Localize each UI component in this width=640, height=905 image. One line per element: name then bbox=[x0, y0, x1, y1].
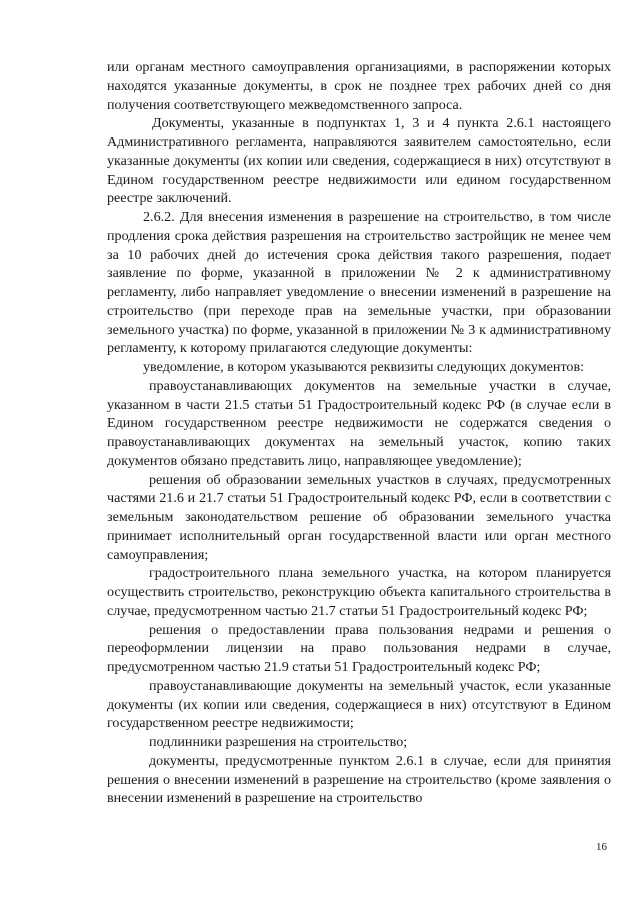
document-body bbox=[107, 58, 611, 808]
paragraph: правоустанавливающие документы на земельный участок, если указанные документы (их копии или сведения, содержащиеся в них) отсутствуют в Едином государственном реестре недвижимости; bbox=[107, 677, 611, 732]
page-number: 16 bbox=[596, 841, 607, 853]
paragraph: документы, предусмотренные пунктом 2.6.1 в случае, если для принятия решения о внесении изменений в разрешение на строительство (кроме заявления о внесении изменений в разрешение на строительство bbox=[107, 752, 611, 807]
paragraph: Документы, указанные в подпунктах 1, 3 и 4 пункта 2.6.1 настоящего Административного регламента, направляются заявителем самостоятельно, если указанные документы (их копии или сведения, содержащиеся в них) отсутствуют в Едином государственном реестре недвижимости или едином государственном реестре заключений. bbox=[107, 115, 611, 207]
paragraph: решения о предоставлении права пользования недрами и решения о переоформлении лицензии на право пользования недрами в случае, предусмотренном частью 21.9 статьи 51 Градостроительный кодекс РФ; bbox=[107, 621, 611, 675]
paragraph: правоустанавливающих документов на земельные участки в случае, указанном в части 21.5 статьи 51 Градостроительный кодекс РФ (в случае если в Едином государственном реестре недвижимости не содержатся сведения о правоустанавливающих документах на земельный участок, копию таких документов обязано представить лицо, направляющее уведомление); bbox=[107, 377, 611, 469]
paragraph: решения об образовании земельных участков в случаях, предусмотренных частями 21.6 и 21.7 статьи 51 Градостроительный кодекс РФ, если в соответствии с земельным законодательством решение об образовании земельного участка принимает исполнительный орган государственной власти или орган местного самоуправления; bbox=[107, 471, 611, 563]
paragraph: уведомление, в котором указываются реквизиты следующих документов: bbox=[143, 359, 585, 375]
paragraph: или органам местного самоуправления организациями, в распоряжении которых находятся указанные документы, в срок не позднее трех рабочих дней со дня получения соответствующего межведомственного запроса. bbox=[107, 59, 611, 113]
paragraph: подлинники разрешения на строительство; bbox=[149, 734, 408, 750]
paragraph: градостроительного плана земельного участка, на котором планируется осуществить строительство, реконструкцию объекта капитального строительства в случае, предусмотренном частью 21.7 статьи 51 Градостроительный кодекс РФ; bbox=[107, 565, 611, 619]
paragraph: 2.6.2. Для внесения изменения в разрешение на строительство, в том числе продления срока действия разрешения на строительство застройщик не менее чем за 10 рабочих дней до истечения срока действия такого разрешения, подает заявление по форме, указанной в приложении № 2 к административному регламенту, либо направляет уведомление о внесении изменений в разрешение на строительство (при переходе прав на земельные участки, при образовании земельного участка) по форме, указанной в приложении № 3 к административному регламенту, к которому прилагаются следующие документы: bbox=[107, 209, 611, 357]
